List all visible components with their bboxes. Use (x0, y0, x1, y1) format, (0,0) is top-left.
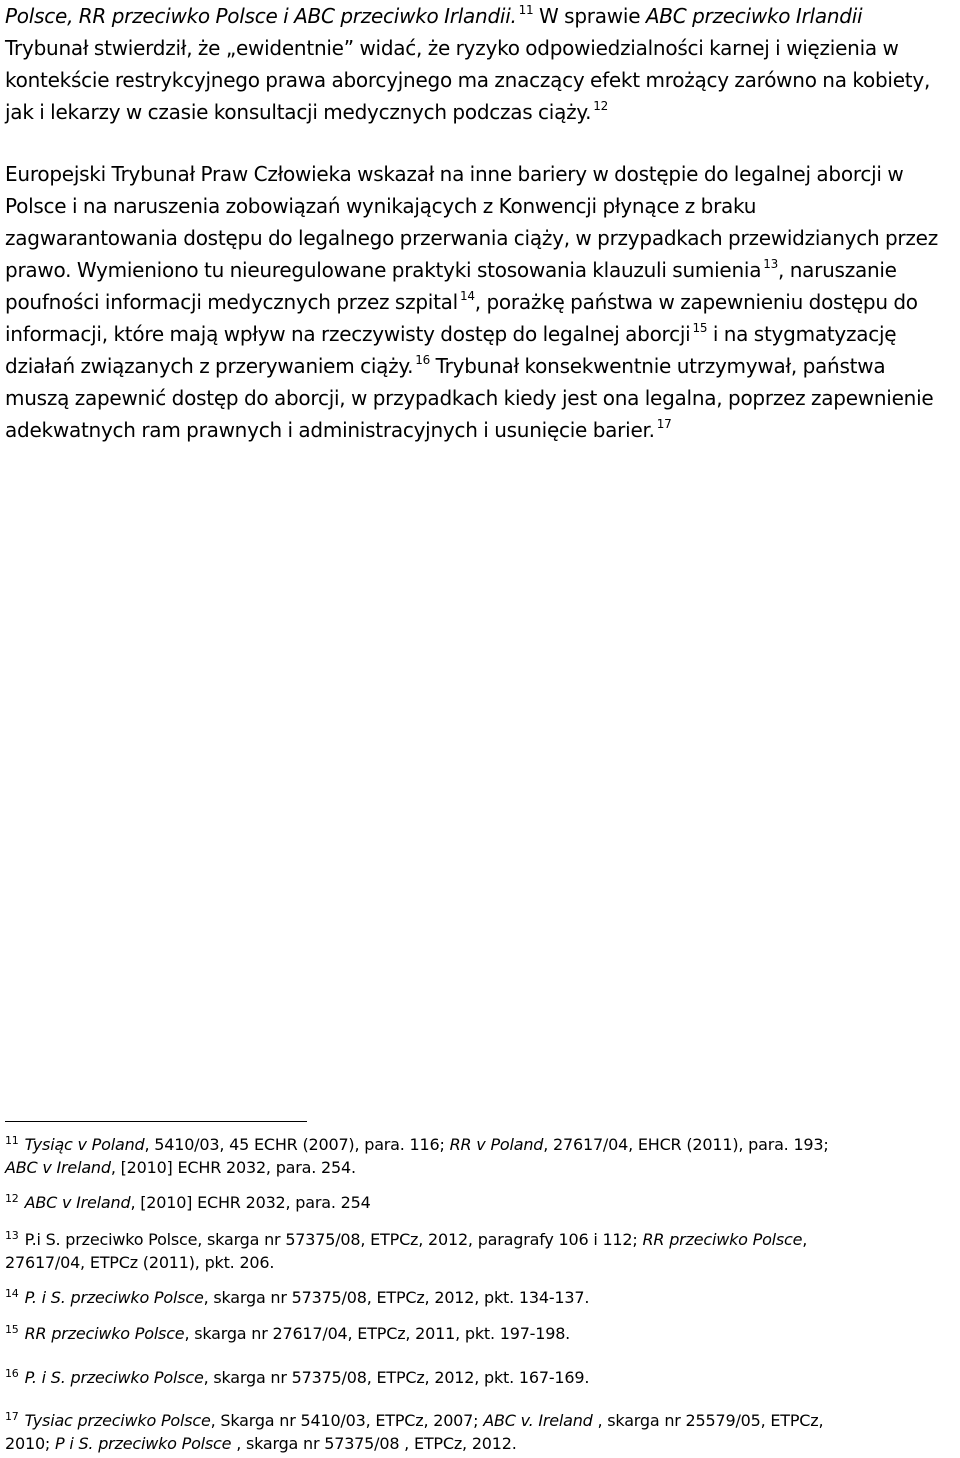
footnote-number: 15 (5, 1323, 19, 1336)
case-name-intro: Polsce, RR przeciwko Polsce i ABC przeciwko Irlandii. (5, 4, 517, 28)
footnote-number: 16 (5, 1367, 19, 1380)
paragraph-2-line-4: prawo. Wymieniono tu nieuregulowane praktyki stosowania klauzuli sumienia $^{13}$, naruszanie (5, 257, 897, 282)
footnote-separator (5, 1121, 307, 1122)
footnote-ref-12[interactable]: 12 (593, 99, 608, 113)
footnote-13: $^{13}$ P.i S. przeciwko Polsce, skarga nr 57375/08, ETPCz, 2012, paragrafy 106 i 112; RR przeciwko Polsce, 27617/04, ETPCz (2011), pkt. 206. (5, 1229, 808, 1272)
paragraph-2-line-1: Europejski Trybunał Praw Człowieka wskazał na inne bariery w dostępie do legalnej aborcji w (5, 162, 904, 186)
footnote-number: 13 (5, 1229, 19, 1242)
footnote-ref-15[interactable]: 15 (692, 321, 708, 335)
paragraph-1-line-1: Polsce, RR przeciwko Polsce i ABC przeciwko Irlandii. $^{11}$ W sprawie ABC przeciwko Irlandii (5, 3, 863, 28)
paragraph-1-line-4: jak i lekarzy w czasie konsultacji medycznych podczas ciąży. $^{12}$ (5, 99, 608, 124)
footnote-ref-11[interactable]: 11 (518, 3, 534, 17)
footnote-number: 17 (5, 1410, 19, 1423)
footnote-14: $^{14}$ P. i S. przeciwko Polsce, skarga nr 57375/08, ETPCz, 2012, pkt. 134-137. (5, 1287, 590, 1307)
footnote-ref-17[interactable]: 17 (656, 417, 672, 431)
footnote-12: $^{12}$ ABC v Ireland, [2010] ECHR 2032, para. 254 (5, 1192, 371, 1212)
paragraph-1-line-3: kontekście restrykcyjnego prawa aborcyjnego ma znaczący efekt mrożący zarówno na kobiety, (5, 68, 931, 92)
footnote-17: $^{17}$ Tysiac przeciwko Polsce, Skarga nr 5410/03, ETPCz, 2007; ABC v. Ireland , skarga nr 25579/05, ETPCz, 2010; P i S. przeciwko Polsce , skarga nr 57375/08 , ETPCz, 2012. (5, 1410, 824, 1453)
paragraph-2-line-5: poufności informacji medycznych przez szpital $^{14}$, porażkę państwa w zapewnieniu dostępu do (5, 289, 918, 314)
footnote-number: 11 (5, 1134, 19, 1147)
footnote-15: $^{15}$ RR przeciwko Polsce, skarga nr 27617/04, ETPCz, 2011, pkt. 197-198. (5, 1323, 571, 1343)
footnote-ref-14[interactable]: 14 (459, 289, 475, 303)
paragraph-1-line-2: Trybunał stwierdził, że „ewidentnie” widać, że ryzyko odpowiedzialności karnej i więzienia w (5, 36, 899, 60)
paragraph-2-line-3: zagwarantowania dostępu do legalnego przerwania ciąży, w przypadkach przewidzianych przez (5, 226, 938, 250)
footnote-ref-13[interactable]: 13 (763, 257, 778, 271)
paragraph-2-line-9: adekwatnych ram prawnych i administracyjnych i usunięcie barier. $^{17}$ (5, 417, 672, 442)
footnote-11: $^{11}$ Tysiąc v Poland, 5410/03, 45 ECHR (2007), para. 116; RR v Poland, 27617/04, EHCR (2011), para. 193; ABC v Ireland, [2010] ECHR 2032, para. 254. (5, 1134, 829, 1177)
paragraph-2-line-2: Polsce i na naruszenia zobowiązań wynikających z Konwencji płynące z braku (5, 194, 757, 218)
paragraph-2-line-6: informacji, które mają wpływ na rzeczywisty dostęp do legalnej aborcji $^{15}$ i na stygmatyzację (5, 321, 897, 346)
footnote-16: $^{16}$ P. i S. przeciwko Polsce, skarga nr 57375/08, ETPCz, 2012, pkt. 167-169. (5, 1367, 590, 1387)
paragraph-1 (5, 0, 957, 128)
paragraph-2 (5, 158, 957, 446)
paragraph-2-line-7: działań związanych z przerywaniem ciąży. $^{16}$ Trybunał konsekwentnie utrzymywał, państwa (5, 353, 886, 378)
footnote-number: 14 (5, 1287, 19, 1300)
case-name-abc: ABC przeciwko Irlandii (645, 4, 863, 28)
paragraph-2-line-8: muszą zapewnić dostęp do aborcji, w przypadkach kiedy jest ona legalna, poprzez zapewnienie (5, 386, 934, 410)
footnote-ref-16[interactable]: 16 (415, 353, 430, 367)
footnote-number: 12 (5, 1192, 19, 1205)
